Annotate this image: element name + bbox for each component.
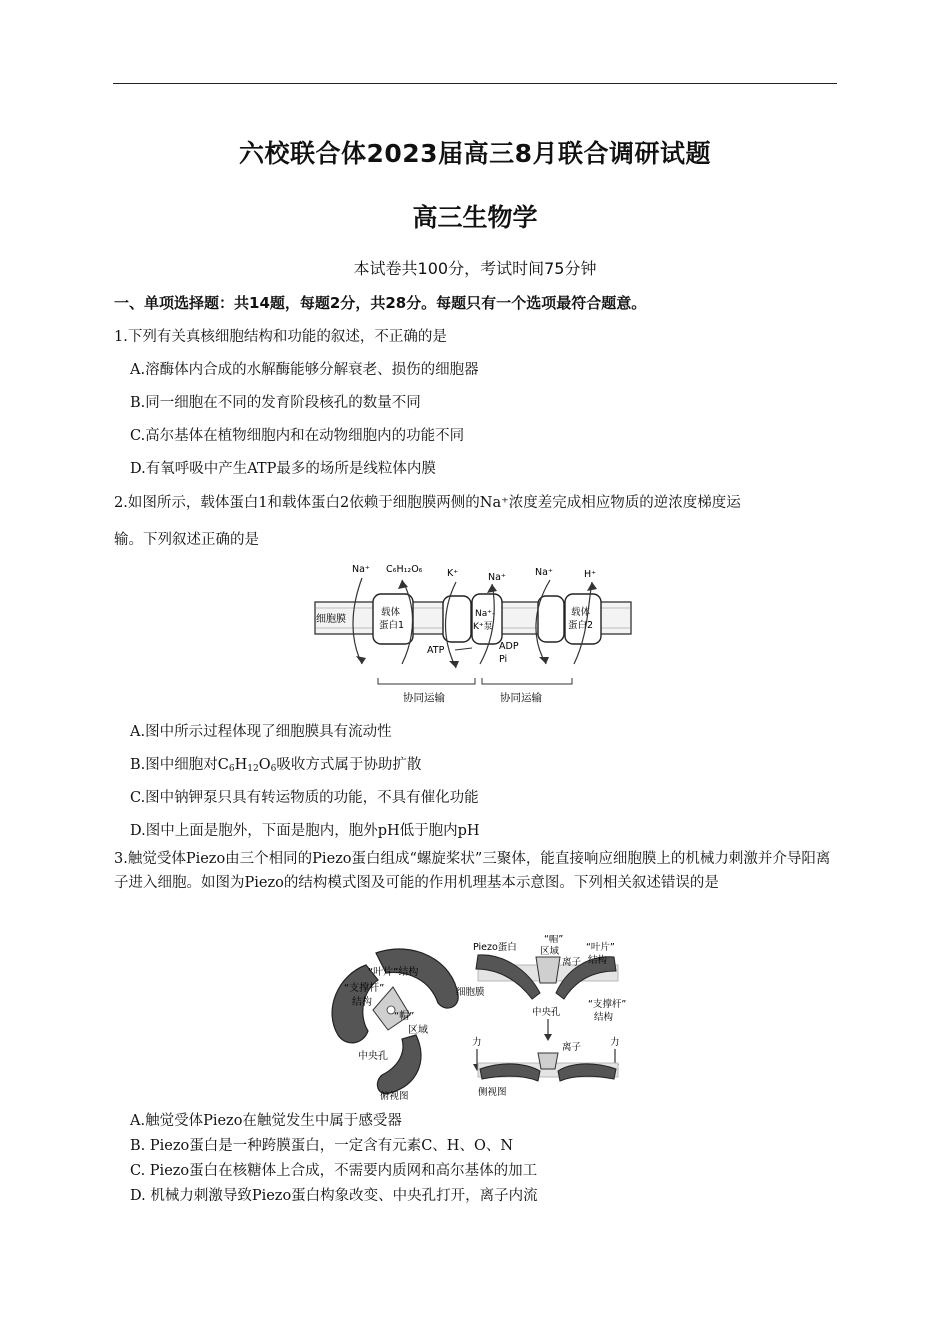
q2-option-b-part1: B.图中细胞对C bbox=[130, 757, 229, 773]
carrier1-label-2: 蛋白1 bbox=[379, 620, 405, 631]
q3-label-region: 区域 bbox=[408, 1025, 428, 1036]
q3-label-blade-2b: 结构 bbox=[588, 955, 608, 966]
section-heading: 一、单项选择题：共14题，每题2分，共28分。每题只有一个选项最符合题意。 bbox=[114, 294, 647, 312]
carrier-protein-2 bbox=[565, 594, 601, 644]
q2-membrane-transport-figure bbox=[310, 560, 640, 710]
label-adp: ADP bbox=[499, 641, 519, 652]
q3-label-blade: “叶片”结构 bbox=[368, 967, 419, 978]
carrier2-left-part bbox=[538, 596, 564, 642]
q1-option-b: B.同一细胞在不同的发育阶段核孔的数量不同 bbox=[130, 395, 421, 411]
q2-option-b-sub2: 12 bbox=[247, 764, 259, 774]
q3-stem: 3.触觉受体Piezo由三个相同的Piezo蛋白组成“螺旋桨状”三聚体，能直接响应细胞膜上的机械力刺激并介导阳离子进入细胞。如图为Piezo的结构模式图及可能的作用机理基本示意图。下列相关叙述错误的是 bbox=[114, 851, 831, 891]
q3-piezo-figure bbox=[318, 935, 638, 1105]
q3-option-c: C. Piezo蛋白在核糖体上合成，不需要内质网和高尔基体的加工 bbox=[130, 1163, 538, 1179]
q3-label-region-2: 区域 bbox=[540, 946, 560, 957]
pump-label-1: Na⁺- bbox=[475, 609, 496, 619]
q3-option-b: B. Piezo蛋白是一种跨膜蛋白，一定含有元素C、H、O、N bbox=[130, 1138, 514, 1154]
q3-label-cap-2: “帽” bbox=[544, 935, 564, 945]
q3-label-force-1: 力 bbox=[472, 1037, 482, 1048]
q1-option-c: C.高尔基体在植物细胞内和在动物细胞内的功能不同 bbox=[130, 428, 465, 444]
label-pi: Pi bbox=[499, 654, 508, 665]
label-cotransport-1: 协同运输 bbox=[403, 692, 445, 704]
q2-option-d: D.图中上面是胞外，下面是胞内，胞外pH低于胞内pH bbox=[130, 823, 480, 839]
membrane-label: 细胞膜 bbox=[316, 614, 346, 625]
q2-option-b-part3: O bbox=[258, 757, 271, 773]
label-glucose: C₆H₁₂O₆ bbox=[386, 564, 423, 575]
q3-label-piezo-protein: Piezo蛋白 bbox=[473, 942, 517, 953]
pump-left-part bbox=[443, 596, 471, 642]
q2-option-b-sub1: 6 bbox=[228, 764, 235, 774]
label-na-3: Na⁺ bbox=[535, 567, 553, 578]
q2-option-a: A.图中所示过程体现了细胞膜具有流动性 bbox=[130, 724, 392, 740]
label-na-2: Na⁺ bbox=[488, 572, 506, 583]
q3-option-d: D. 机械力刺激导致Piezo蛋白构象改变、中央孔打开，离子内流 bbox=[130, 1188, 538, 1204]
subject-title: 高三生物学 bbox=[412, 203, 538, 232]
q1-option-d: D.有氧呼吸中产生ATP最多的场所是线粒体内膜 bbox=[130, 461, 436, 477]
q1-option-a: A.溶酶体内合成的水解酶能够分解衰老、损伤的细胞器 bbox=[130, 362, 479, 378]
q3-label-ion-2: 离子 bbox=[562, 1042, 582, 1053]
q3-label-strut-top: “支撑杆” bbox=[344, 983, 385, 994]
label-atp: ATP bbox=[427, 645, 445, 656]
q3-label-blade-2: “叶片” bbox=[586, 942, 615, 953]
header-rule bbox=[113, 83, 837, 84]
q3-option-a: A.触觉受体Piezo在触觉发生中属于感受器 bbox=[130, 1113, 402, 1129]
q2-option-b-part2: H bbox=[234, 757, 248, 773]
q2-option-b-sub3: 6 bbox=[270, 764, 277, 774]
q3-label-central-pore-2: 中央孔 bbox=[532, 1007, 561, 1018]
q3-label-central-pore-1: 中央孔 bbox=[358, 1051, 388, 1062]
q3-label-strut-2: “支撑杆” bbox=[588, 999, 627, 1010]
q3-label-strut-2b: 结构 bbox=[594, 1012, 614, 1023]
q3-label-strut-bottom: 结构 bbox=[352, 997, 372, 1008]
q2-stem-line2: 输。下列叙述正确的是 bbox=[114, 532, 259, 548]
label-cotransport-2: 协同运输 bbox=[500, 692, 542, 704]
q3-label-ion-1: 离子 bbox=[562, 957, 582, 968]
q2-option-b bbox=[130, 753, 421, 774]
exam-info: 本试卷共100分，考试时间75分钟 bbox=[353, 259, 597, 278]
q3-label-force-2: 力 bbox=[610, 1037, 620, 1048]
carrier1-label-1: 载体 bbox=[381, 607, 401, 618]
carrier2-label-1: 载体 bbox=[571, 607, 591, 618]
exam-title: 六校联合体2023届高三8月联合调研试题 bbox=[239, 139, 711, 168]
q3-label-side-view: 侧视图 bbox=[478, 1087, 507, 1098]
label-k: K⁺ bbox=[447, 568, 459, 579]
q3-label-membrane: 细胞膜 bbox=[456, 987, 485, 998]
q3-label-cap: “帽” bbox=[394, 1011, 415, 1022]
carrier-protein-1 bbox=[373, 594, 413, 644]
label-h: H⁺ bbox=[584, 569, 597, 580]
q2-stem-line1: 2.如图所示，载体蛋白1和载体蛋白2依赖于细胞膜两侧的Na⁺浓度差完成相应物质的逆浓度梯度运 bbox=[114, 495, 741, 511]
q1-stem: 1.下列有关真核细胞结构和功能的叙述，不正确的是 bbox=[114, 329, 447, 345]
na-k-pump bbox=[472, 594, 502, 644]
label-na-1: Na⁺ bbox=[352, 564, 370, 575]
carrier2-label-2: 蛋白2 bbox=[568, 620, 594, 631]
q3-label-top-view: 俯视图 bbox=[380, 1091, 409, 1102]
pump-label-2: K⁺泵 bbox=[473, 622, 493, 632]
q2-option-b-part4: 吸收方式属于协助扩散 bbox=[276, 757, 422, 773]
q2-option-c: C.图中钠钾泵只具有转运物质的功能，不具有催化功能 bbox=[130, 790, 479, 806]
